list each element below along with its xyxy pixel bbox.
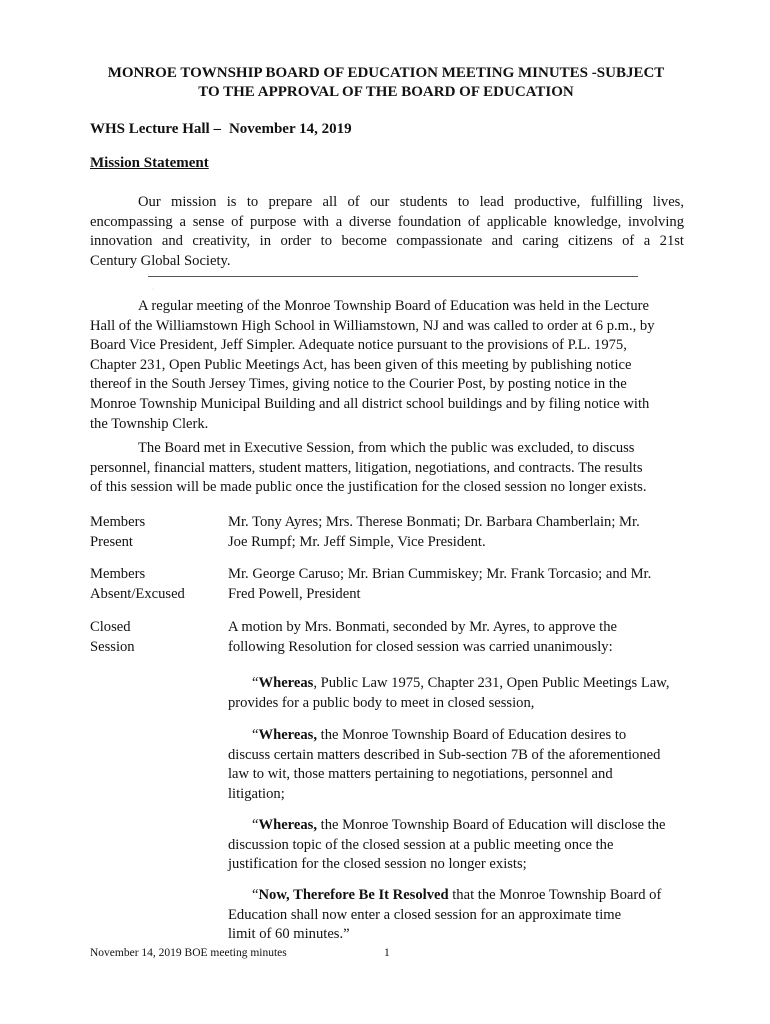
meeting-line: Hall of the Williamstown High School in Williamstown, NJ and was called to order at 6 p.m., by	[90, 317, 655, 334]
scan-mark: ·	[152, 287, 154, 293]
resolution-whereas-2: “Whereas, the Monroe Township Board of Education desires to discuss certain matters described in Sub-section 7B of the aforementioned law to wit, those matters pertaining to negotiations, personnel and litigation;	[228, 727, 661, 802]
resolved-bold: Now, Therefore Be It Resolved	[258, 887, 449, 903]
title-line-1: MONROE TOWNSHIP BOARD OF EDUCATION MEETING MINUTES -SUBJECT	[107, 65, 665, 81]
mission-line: encompassing a sense of purpose with a diverse foundation of applicable knowledge, involving	[90, 213, 684, 230]
members-absent-label: Members Absent/Excused	[90, 566, 185, 602]
mission-heading: Mission Statement	[90, 155, 209, 171]
executive-session-paragraph	[90, 439, 684, 498]
meeting-date: November 14, 2019	[228, 121, 352, 137]
mission-line: Century Global Society.	[90, 252, 231, 269]
meeting-location: WHS Lecture Hall –	[90, 121, 221, 137]
executive-line: personnel, financial matters, student matters, litigation, negotiations, and contracts. The results	[90, 459, 643, 476]
footer-text: November 14, 2019 BOE meeting minutes	[90, 947, 287, 959]
mission-line: Our mission is to prepare all of our students to lead productive, fulfilling lives,	[138, 194, 684, 210]
mission-statement	[90, 193, 684, 271]
page-number: 1	[384, 947, 390, 959]
whereas-bold: Whereas,	[258, 817, 317, 833]
resolution-whereas-1: “Whereas, Public Law 1975, Chapter 231, Open Public Meetings Law, provides for a public body to meet in closed session,	[228, 675, 670, 711]
meeting-line: the Township Clerk.	[90, 415, 209, 432]
closed-session-label: Closed Session	[90, 619, 135, 655]
meeting-location-date	[90, 120, 352, 139]
meeting-line: thereof in the South Jersey Times, giving notice to the Courier Post, by posting notice in the	[90, 376, 627, 393]
members-present-list: Mr. Tony Ayres; Mrs. Therese Bonmati; Dr. Barbara Chamberlain; Mr. Joe Rumpf; Mr. Jeff Simple, Vice President.	[228, 514, 640, 550]
executive-line: of this session will be made public once the justification for the closed session no longer exists.	[90, 479, 647, 496]
divider-line	[148, 276, 638, 277]
resolution-resolved: “Now, Therefore Be It Resolved that the Monroe Township Board of Education shall now enter a closed session for an approximate time limit of 60 minutes.”	[228, 887, 662, 943]
members-present-label: Members Present	[90, 514, 146, 550]
document-title	[80, 64, 692, 102]
resolution-whereas-3: “Whereas, the Monroe Township Board of Education will disclose the discussion topic of the closed session at a public meeting once the justification for the closed session no longer exists;	[228, 817, 666, 873]
meeting-line: A regular meeting of the Monroe Township Board of Education was held in the Lecture	[138, 298, 649, 314]
title-line-2: TO THE APPROVAL OF THE BOARD OF EDUCATION	[198, 84, 574, 100]
whereas-bold: Whereas	[258, 675, 314, 691]
meeting-line: Monroe Township Municipal Building and all district school buildings and by filing notice with	[90, 395, 650, 412]
meeting-line: Board Vice President, Jeff Simpler. Adequate notice pursuant to the provisions of P.L. 1975,	[90, 337, 627, 354]
whereas-bold: Whereas,	[258, 727, 317, 743]
members-absent-list: Mr. George Caruso; Mr. Brian Cummiskey; Mr. Frank Torcasio; and Mr. Fred Powell, President	[228, 566, 652, 602]
mission-line: innovation and creativity, in order to become compassionate and caring citizens of a 21st	[90, 233, 684, 250]
meeting-paragraph	[90, 297, 684, 434]
closed-session-motion: A motion by Mrs. Bonmati, seconded by Mr. Ayres, to approve the following Resolution for closed session was carried unanimously:	[228, 619, 617, 655]
executive-line: The Board met in Executive Session, from which the public was excluded, to discuss	[138, 440, 635, 456]
meeting-line: Chapter 231, Open Public Meetings Act, has been given of this meeting by publishing notice	[90, 356, 632, 373]
